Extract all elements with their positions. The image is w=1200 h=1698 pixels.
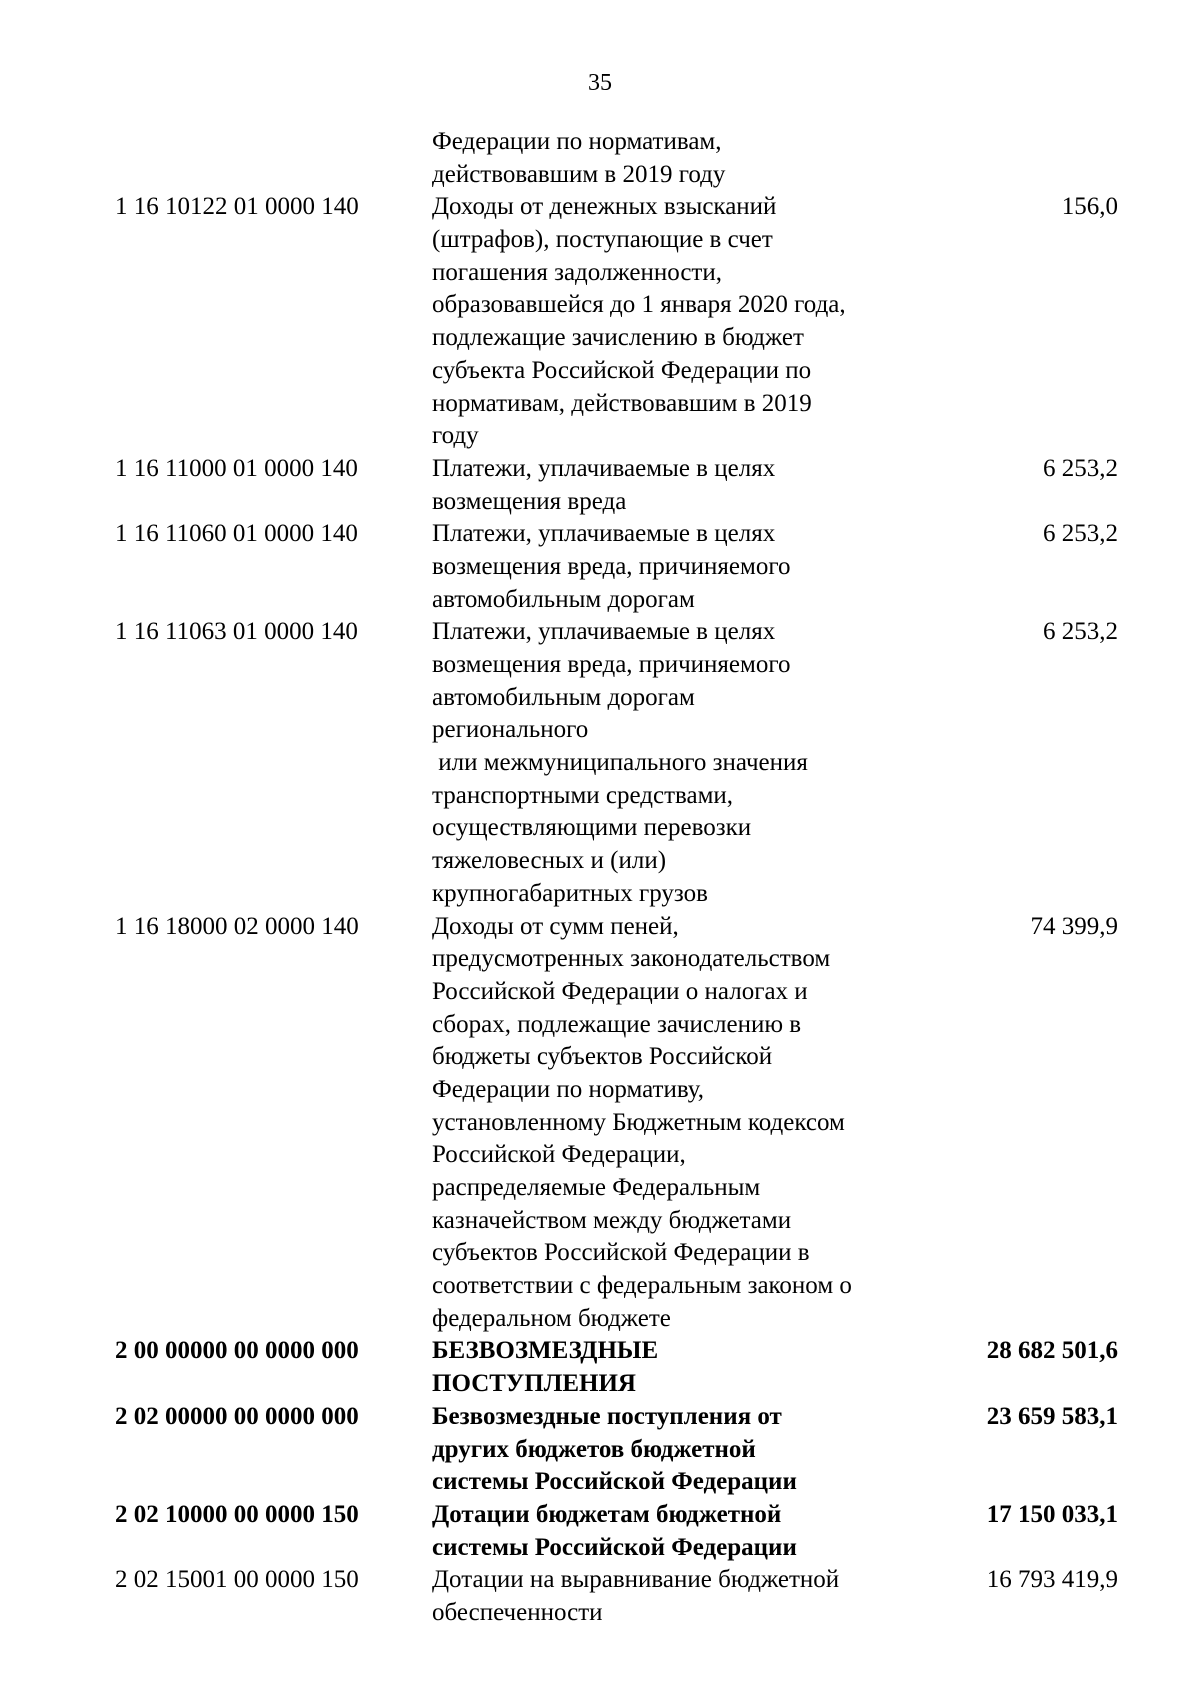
description-line: Дотации на выравнивание бюджетной	[432, 1566, 840, 1594]
budget-code: 1 16 11063 01 0000 140	[115, 618, 358, 646]
table-row	[0, 453, 1200, 518]
description-line: обеспеченности	[432, 1598, 603, 1626]
description-line: возмещения вреда	[432, 487, 627, 515]
amount-value: 17 150 033,1	[986, 1500, 1118, 1528]
description-line: действовавшим в 2019 году	[432, 160, 726, 188]
description-line: Платежи, уплачиваемые в целях	[432, 618, 776, 646]
budget-code: 1 16 11060 01 0000 140	[115, 520, 358, 548]
table-row	[0, 911, 1200, 1336]
budget-code: 2 02 10000 00 0000 150	[115, 1500, 359, 1528]
amount-value: 16 793 419,9	[986, 1566, 1118, 1594]
description-line: федеральном бюджете	[432, 1304, 671, 1332]
table-row	[0, 1401, 1200, 1499]
budget-table	[0, 126, 1200, 1630]
description-line: автомобильным дорогам	[432, 585, 695, 613]
description-line: сборах, подлежащие зачислению в	[432, 1010, 802, 1038]
budget-code: 1 16 11000 01 0000 140	[115, 454, 358, 482]
income-description	[432, 518, 912, 616]
income-description	[432, 191, 912, 453]
description-line: соответствии с федеральным законом о	[432, 1272, 852, 1300]
amount-value: 74 399,9	[1030, 912, 1118, 940]
table-row	[0, 518, 1200, 616]
description-line: субъекта Российской Федерации по	[432, 356, 812, 384]
page-number: 35	[588, 70, 612, 96]
amount-value: 6 253,2	[1043, 618, 1118, 646]
description-line: БЕЗВОЗМЕЗДНЫЕ	[432, 1337, 659, 1365]
income-description	[432, 1335, 912, 1400]
description-line: осуществляющими перевозки	[432, 814, 752, 842]
amount-value: 156,0	[1061, 193, 1118, 221]
description-line: или межмуниципального значения	[432, 749, 808, 777]
table-row	[0, 1335, 1200, 1400]
table-row	[0, 1499, 1200, 1564]
income-description	[432, 1564, 912, 1629]
description-line: бюджеты субъектов Российской	[432, 1043, 773, 1071]
table-row	[0, 616, 1200, 910]
income-description	[432, 616, 912, 910]
table-row	[0, 191, 1200, 453]
table-row	[0, 1564, 1200, 1629]
description-line: Дотации бюджетам бюджетной	[432, 1500, 782, 1528]
amount-value: 28 682 501,6	[986, 1337, 1118, 1365]
description-line: году	[432, 422, 479, 450]
budget-code: 2 02 00000 00 0000 000	[115, 1402, 359, 1430]
description-line: Доходы от денежных взысканий	[432, 193, 777, 221]
income-description	[432, 126, 912, 191]
description-line: предусмотренных законодательством	[432, 945, 831, 973]
description-line: Федерации по нормативам,	[432, 128, 722, 155]
income-description	[432, 911, 912, 1336]
description-line: Российской Федерации,	[432, 1141, 686, 1169]
description-line: Доходы от сумм пеней,	[432, 912, 679, 940]
description-line: регионального	[432, 716, 589, 744]
budget-code: 1 16 18000 02 0000 140	[115, 912, 359, 940]
budget-code: 1 16 10122 01 0000 140	[115, 193, 359, 221]
description-line: возмещения вреда, причиняемого	[432, 651, 791, 678]
description-line: тяжеловесных и (или)	[432, 847, 667, 875]
amount-value: 6 253,2	[1043, 454, 1118, 482]
description-line: установленному Бюджетным кодексом	[432, 1108, 845, 1136]
description-line: Российской Федерации о налогах и	[432, 977, 808, 1005]
amount-value: 6 253,2	[1043, 520, 1118, 548]
description-line: системы Российской Федерации	[432, 1468, 797, 1496]
description-line: автомобильным дорогам	[432, 683, 695, 711]
description-line: погашения задолженности,	[432, 258, 722, 286]
description-line: (штрафов), поступающие в счет	[432, 226, 773, 254]
income-description	[432, 453, 912, 518]
budget-code: 2 00 00000 00 0000 000	[115, 1337, 359, 1365]
amount-value: 23 659 583,1	[986, 1402, 1118, 1430]
description-line: Платежи, уплачиваемые в целях	[432, 454, 776, 482]
description-line: казначейством между бюджетами	[432, 1206, 792, 1234]
description-line: Платежи, уплачиваемые в целях	[432, 520, 776, 548]
description-line: транспортными средствами,	[432, 781, 734, 809]
description-line: субъектов Российской Федерации в	[432, 1239, 810, 1267]
description-line: возмещения вреда, причиняемого	[432, 552, 791, 580]
table-row	[0, 126, 1200, 191]
income-description	[432, 1401, 912, 1499]
description-line: образовавшейся до 1 января 2020 года,	[432, 291, 846, 319]
description-line: подлежащие зачислению в бюджет	[432, 324, 804, 352]
description-line: Федерации по нормативу,	[432, 1075, 705, 1103]
description-line: системы Российской Федерации	[432, 1533, 797, 1561]
budget-code: 2 02 15001 00 0000 150	[115, 1566, 359, 1594]
income-description	[432, 1499, 912, 1564]
description-line: ПОСТУПЛЕНИЯ	[432, 1370, 636, 1398]
description-line: нормативам, действовавшим в 2019	[432, 389, 812, 417]
description-line: Безвозмездные поступления от	[432, 1402, 782, 1430]
description-line: крупногабаритных грузов	[432, 879, 708, 907]
description-line: распределяемые Федеральным	[432, 1174, 761, 1201]
description-line: других бюджетов бюджетной	[432, 1435, 756, 1463]
